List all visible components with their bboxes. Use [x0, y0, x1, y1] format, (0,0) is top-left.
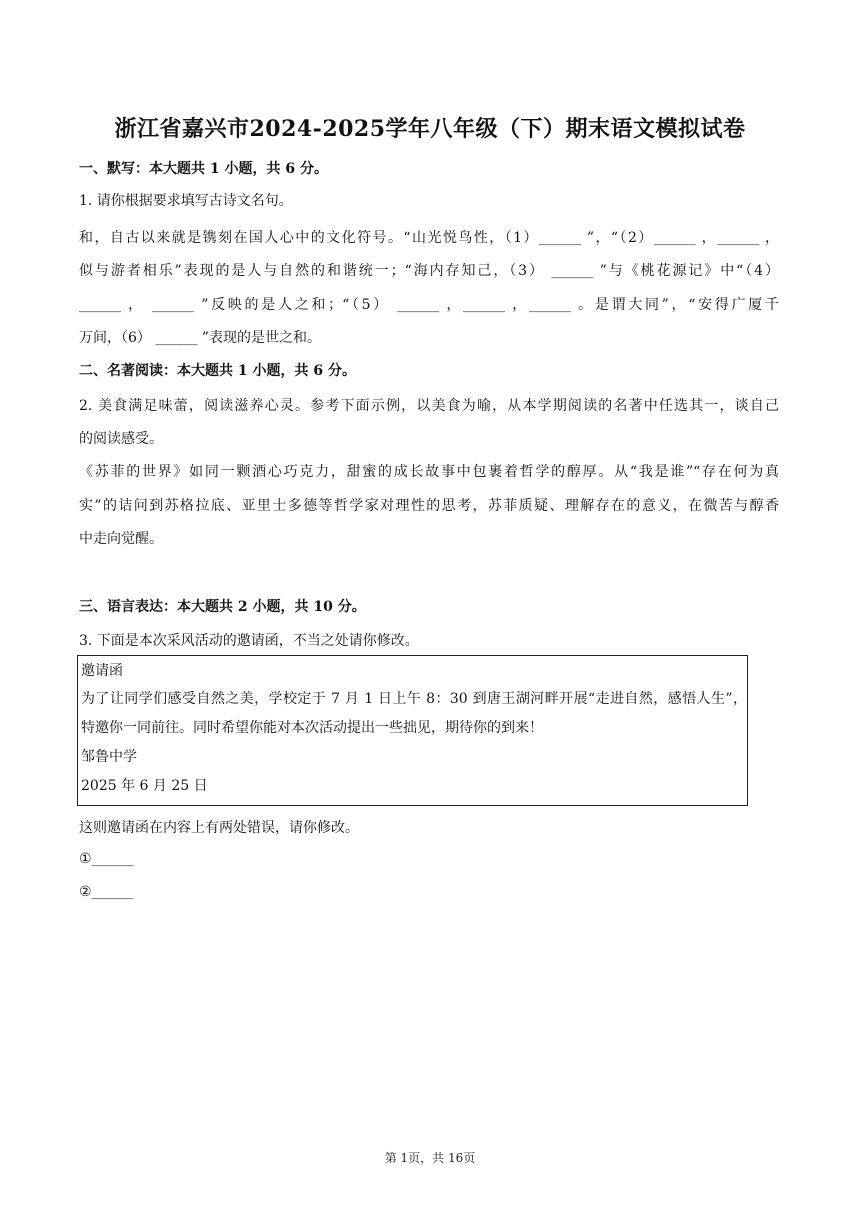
section1-line: 万间，（6） ______ ”表现的是世之和。: [79, 330, 321, 346]
example-line: 实”的诘问到苏格拉底、亚里士多德等哲学家对理性的思考，苏菲质疑、理解存在的意义，在微苦与醇香: [79, 498, 779, 514]
section3-heading: 三、语言表达：本大题共 2 小题，共 10 分。: [79, 599, 366, 615]
page-title: 浙江省嘉兴市2024-2025学年八年级（下）期末语文模拟试卷: [114, 116, 746, 142]
question3: 3. 下面是本次采风活动的邀请函，不当之处请你修改。: [79, 633, 419, 649]
section1-line: ______ ， ______ ”反映的是人之和；“（5） ______ ，______ ，______ 。是谓大同”，“安得广厦千: [79, 297, 779, 313]
question3-prompt: 这则邀请函在内容上有两处错误，请你修改。: [79, 820, 359, 836]
example-line: 《苏菲的世界》如同一颗酒心巧克力，甜蜜的成长故事中包裹着哲学的醇厚。从“我是谁”“存在何为真: [79, 464, 779, 480]
invitation-signature: 邹鲁中学: [81, 749, 137, 765]
section2-heading: 二、名著阅读：本大题共 1 小题，共 6 分。: [79, 363, 356, 379]
page-footer: 第 1页，共 16页: [384, 1151, 476, 1165]
question2-line: 的阅读感受。: [79, 431, 163, 447]
invitation-body-line: 为了让同学们感受自然之美，学校定于 7 月 1 日上午 8：30 到唐王湖河畔开展“走进自然，感悟人生”，: [81, 691, 747, 707]
section1-line: 和，自古以来就是镌刻在国人心中的文化符号。“山光悦鸟性，（1）______ ”，“（2）______ ，______ ，: [79, 230, 779, 246]
invitation-box: [77, 655, 748, 806]
invitation-body-line: 特邀你一同前往。同时希望你能对本次活动提出一些拙见，期待你的到来！: [81, 720, 543, 736]
invitation-date: 2025 年 6 月 25 日: [81, 778, 208, 794]
section1-line: 似与游者相乐”表现的是人与自然的和谐统一；“海内存知己，（3） ______ ”与《桃花源记》中“（4）: [79, 263, 779, 279]
example-line: 中走向觉醒。: [79, 531, 163, 547]
section1-heading: 一、默写：本大题共 1 小题，共 6 分。: [79, 161, 328, 177]
answer-blank-2[interactable]: ②______: [79, 884, 134, 900]
question2-line: 2. 美食满足味蕾，阅读滋养心灵。参考下面示例，以美食为喻，从本学期阅读的名著中任选其一，谈自己: [79, 398, 779, 414]
invitation-title: 邀请函: [81, 663, 123, 679]
answer-blank-1[interactable]: ①______: [79, 851, 134, 867]
question1: 1. 请你根据要求填写古诗文名句。: [79, 193, 293, 209]
